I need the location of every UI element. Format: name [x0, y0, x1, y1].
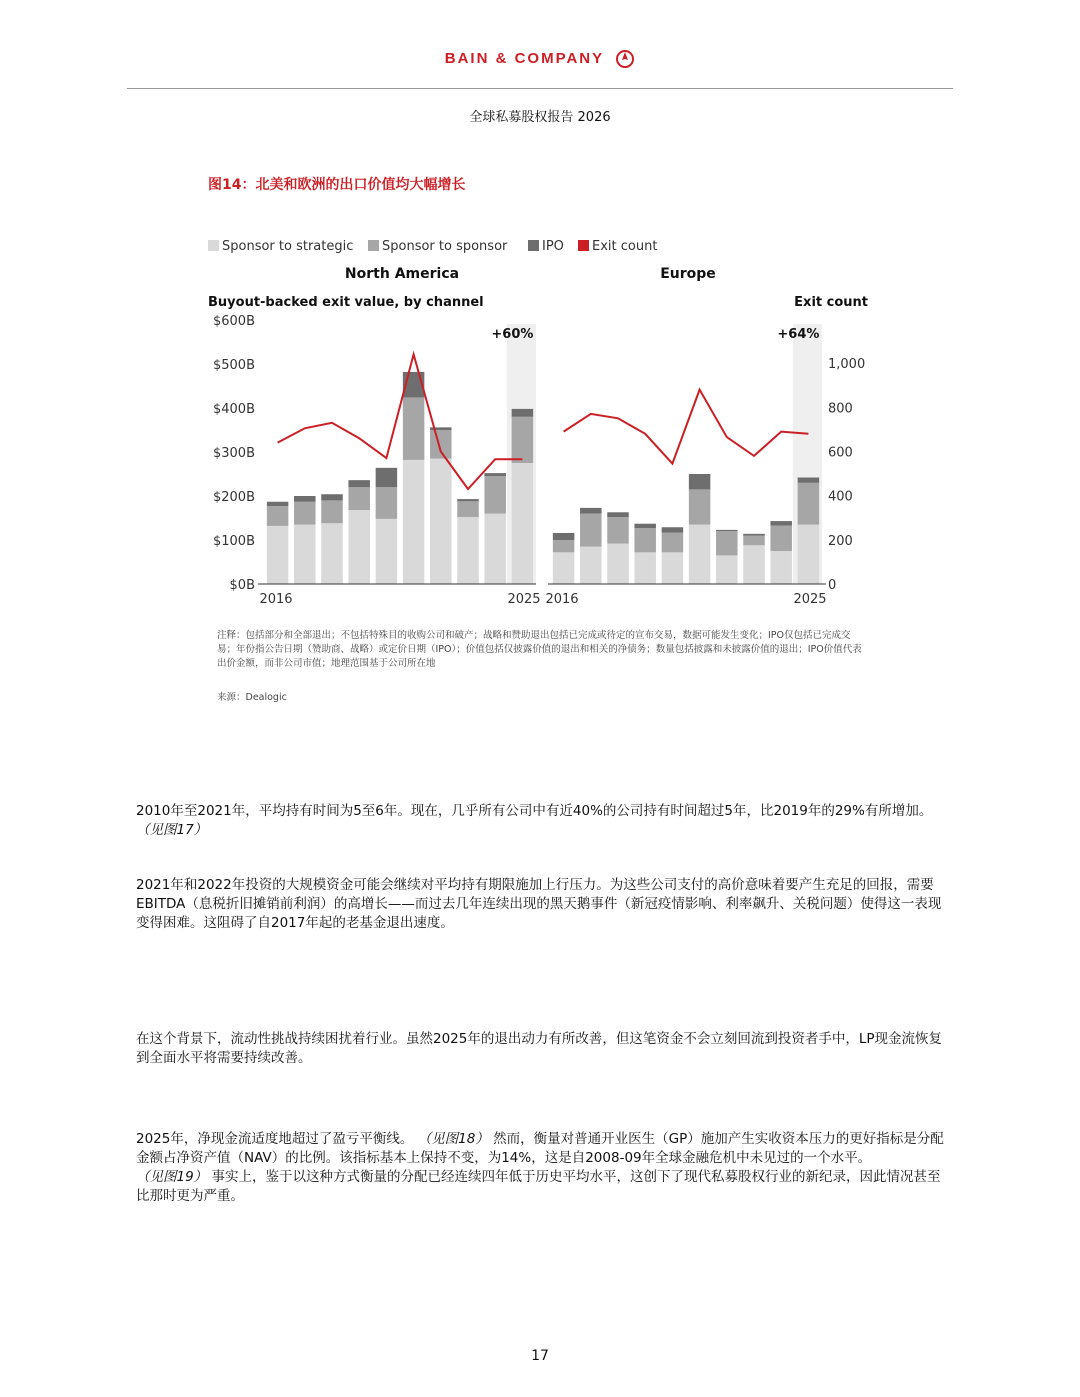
- bar-ipo: [348, 480, 370, 487]
- bar-sponsor-to-sponsor: [457, 501, 479, 517]
- bar-sponsor-to-sponsor: [376, 487, 398, 519]
- bar-ipo: [716, 530, 738, 531]
- growth-annotation-1: +64%: [777, 327, 820, 342]
- bar-ipo: [770, 521, 792, 525]
- figure-notes: 注释：包括部分和全部退出；不包括特殊目的收购公司和破产；战略和赞助退出包括已完成或待定的宣布交易，数据可能发生变化；IPO仅包括已完成交易；年份指公告日期（赞助商、战略）或定价日期（IPO）；价值包括仅披露价值的退出和相关的净债务；数量包括披露和未披露价值的退出；IPO价值代表出价金额，而非公司市值；地理范围基于公司所在地: [217, 630, 862, 669]
- x-tick-end-0: 2025: [507, 592, 541, 607]
- bar-ipo: [376, 468, 398, 487]
- paragraph-2-text: 2021年和2022年投资的大规模资金可能会继续对平均持有期限施加上行压力。为这些公司支付的高价意味着要产生充足的回报，需要EBITDA（息税折旧摊销前利润）的高增长——而过去几年连续出现的黑天鹅事件（新冠疫情影响、利率飙升、关税问题）使得这一表现变得困难。这阻碍了自2017年起的老基金退出速度。: [136, 877, 942, 931]
- y-right-tick: 800: [828, 401, 853, 417]
- y-right-tick: 0: [828, 578, 837, 593]
- y-right-label: Exit count: [794, 295, 868, 310]
- paragraph-1: [136, 802, 951, 840]
- y-left-tick: $300B: [212, 446, 255, 461]
- bar-sponsor-to-strategic: [376, 519, 398, 584]
- bar-sponsor-to-strategic: [634, 552, 656, 584]
- bar-ipo: [580, 508, 602, 514]
- bar-sponsor-to-sponsor: [662, 533, 684, 553]
- figure-ref-18[interactable]: （见图18）: [417, 1131, 489, 1147]
- paragraph-4: [136, 1130, 951, 1206]
- exit-count-line-1: [564, 390, 809, 464]
- bar-sponsor-to-sponsor: [689, 489, 711, 524]
- paragraph-4-text-a: 2025年，净现金流适度地超过了盈亏平衡线。: [136, 1131, 414, 1147]
- bar-sponsor-to-strategic: [607, 544, 629, 584]
- bar-ipo: [798, 478, 820, 483]
- legend-swatch-1: [368, 240, 379, 251]
- bar-sponsor-to-strategic: [321, 523, 343, 584]
- growth-annotation-0: +60%: [491, 327, 534, 342]
- figure-ref-17[interactable]: （见图17）: [136, 822, 208, 838]
- page-number: 17: [531, 1348, 549, 1364]
- bar-sponsor-to-sponsor: [348, 487, 370, 510]
- figure-title: 图14：北美和欧洲的出口价值均大幅增长: [208, 177, 466, 193]
- bar-ipo: [321, 494, 343, 500]
- compass-icon: [615, 49, 635, 69]
- bar-ipo: [689, 474, 711, 489]
- bar-sponsor-to-strategic: [512, 463, 534, 584]
- bar-sponsor-to-sponsor: [607, 517, 629, 543]
- bar-sponsor-to-sponsor: [798, 483, 820, 525]
- panel-title-1: Europe: [660, 266, 716, 282]
- bar-ipo: [294, 496, 316, 502]
- bar-sponsor-to-sponsor: [770, 525, 792, 551]
- y-left-tick: $500B: [212, 358, 255, 373]
- paragraph-1-text: 2010年至2021年，平均持有时间为5至6年。现在，几乎所有公司中有近40%的公司持有时间超过5年，比2019年的29%有所增加。: [136, 803, 933, 819]
- legend-swatch-3: [578, 240, 589, 251]
- exit-count-line-0: [278, 354, 523, 489]
- bar-ipo: [743, 534, 765, 536]
- bar-ipo: [634, 524, 656, 528]
- legend-label-3: Exit count: [592, 239, 658, 254]
- bar-sponsor-to-strategic: [689, 525, 711, 584]
- bar-sponsor-to-sponsor: [267, 506, 289, 526]
- figure-ref-19[interactable]: （见图19）: [136, 1169, 208, 1185]
- y-left-tick: $200B: [212, 490, 255, 505]
- bar-sponsor-to-strategic: [294, 525, 316, 584]
- bar-sponsor-to-strategic: [348, 510, 370, 584]
- y-left-label: Buyout-backed exit value, by channel: [208, 295, 484, 310]
- y-left-tick: $0B: [229, 578, 255, 593]
- bar-sponsor-to-strategic: [430, 459, 452, 584]
- brand-logo: [0, 48, 1080, 69]
- bar-sponsor-to-sponsor: [484, 476, 506, 513]
- legend-label-0: Sponsor to strategic: [222, 239, 354, 254]
- bar-sponsor-to-sponsor: [716, 531, 738, 555]
- bar-sponsor-to-strategic: [553, 552, 575, 584]
- y-right-tick: 400: [828, 489, 853, 505]
- exit-value-chart: [200, 230, 880, 615]
- bar-sponsor-to-strategic: [662, 552, 684, 584]
- legend-swatch-0: [208, 240, 219, 251]
- x-tick-end-1: 2025: [793, 592, 827, 607]
- bar-ipo: [267, 502, 289, 506]
- header-divider: [127, 88, 953, 89]
- bar-sponsor-to-sponsor: [403, 397, 425, 459]
- bar-ipo: [457, 499, 479, 501]
- bar-sponsor-to-strategic: [484, 514, 506, 584]
- legend-label-1: Sponsor to sponsor: [382, 239, 508, 254]
- paragraph-3-text: 在这个背景下，流动性挑战持续困扰着行业。虽然2025年的退出动力有所改善，但这笔资金不会立刻回流到投资者手中，LP现金流恢复到全面水平将需要持续改善。: [136, 1031, 943, 1066]
- bar-sponsor-to-strategic: [403, 460, 425, 584]
- report-title: 全球私募股权报告 2026: [469, 110, 611, 125]
- paragraph-2: [136, 876, 951, 933]
- bar-sponsor-to-sponsor: [512, 417, 534, 463]
- legend-label-2: IPO: [542, 239, 564, 254]
- bar-sponsor-to-sponsor: [294, 502, 316, 525]
- bar-sponsor-to-strategic: [770, 551, 792, 584]
- bar-sponsor-to-strategic: [457, 517, 479, 584]
- y-left-tick: $400B: [212, 402, 255, 417]
- bar-sponsor-to-strategic: [267, 526, 289, 584]
- panel-title-0: North America: [344, 266, 460, 282]
- y-right-tick: 1,000: [828, 357, 866, 373]
- y-left-tick: $600B: [212, 314, 255, 329]
- x-tick-start-1: 2016: [545, 592, 579, 607]
- figure-source: 来源：Dealogic: [217, 692, 287, 703]
- bar-ipo: [512, 409, 534, 417]
- legend-swatch-2: [528, 240, 539, 251]
- bar-sponsor-to-strategic: [580, 547, 602, 584]
- x-tick-start-0: 2016: [259, 592, 293, 607]
- bar-ipo: [662, 527, 684, 532]
- bar-sponsor-to-sponsor: [743, 536, 765, 546]
- y-left-tick: $100B: [212, 534, 255, 549]
- bar-sponsor-to-sponsor: [634, 528, 656, 552]
- bar-ipo: [484, 473, 506, 476]
- bar-sponsor-to-sponsor: [580, 514, 602, 547]
- y-right-tick: 600: [828, 445, 853, 461]
- brand-name: BAIN & COMPANY: [444, 50, 605, 67]
- bar-sponsor-to-sponsor: [321, 500, 343, 523]
- bar-ipo: [553, 533, 575, 540]
- bar-sponsor-to-strategic: [716, 555, 738, 584]
- bar-ipo: [607, 512, 629, 517]
- paragraph-4-text-b: 然而，衡量对普通开业医生（GP）施加产生实收资本压力的更好指标是分配金额占净资产值（NAV）的比例。该指标基本上保持不变，为14%，这是自2008-09年全球金融危机中未见过的一个水平。: [136, 1131, 944, 1166]
- bar-sponsor-to-strategic: [798, 525, 820, 584]
- bar-sponsor-to-sponsor: [553, 540, 575, 552]
- y-right-tick: 200: [828, 533, 853, 549]
- bar-sponsor-to-strategic: [743, 545, 765, 584]
- bar-sponsor-to-sponsor: [430, 430, 452, 459]
- paragraph-3: [136, 1030, 951, 1068]
- paragraph-4-text-c: 事实上，鉴于以这种方式衡量的分配已经连续四年低于历史平均水平，这创下了现代私募股权行业的新纪录，因此情况甚至比那时更为严重。: [136, 1169, 941, 1204]
